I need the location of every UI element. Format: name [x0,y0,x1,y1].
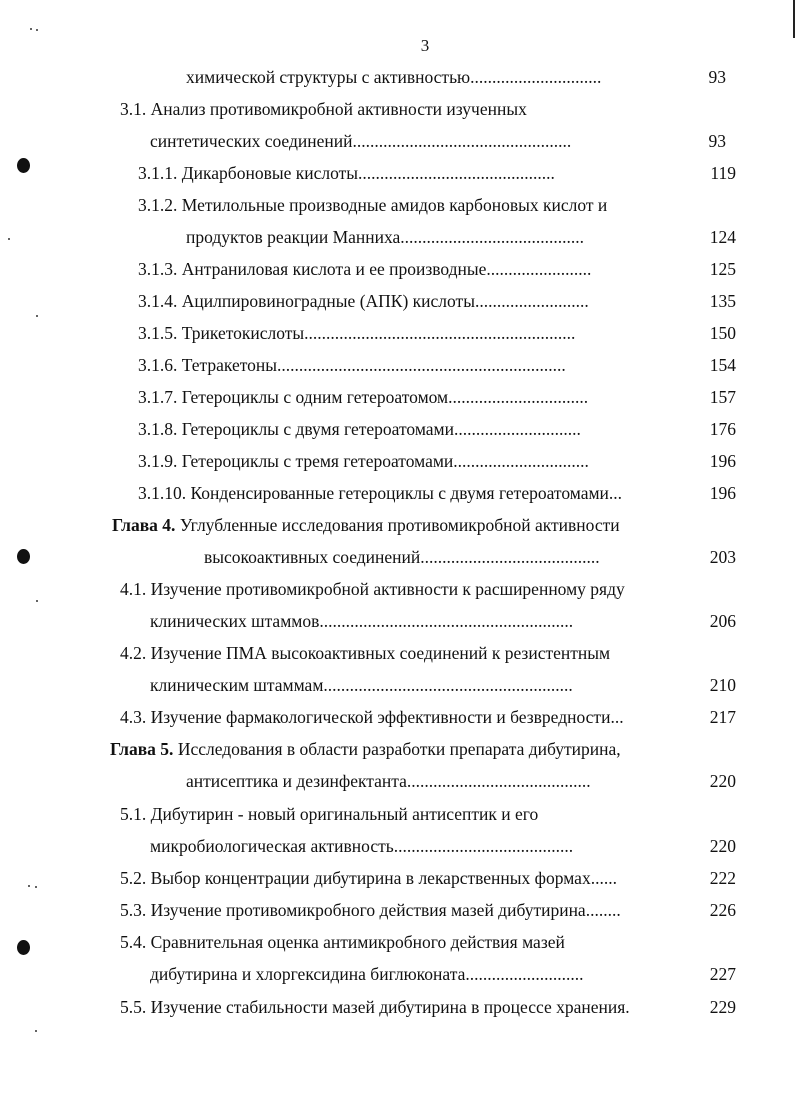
toc-entry-text: 4.1. Изучение противомикробной активности к расширенному ряду [120,579,625,599]
toc-entry-page: 125 [709,259,736,279]
toc-entry-text: 3.1.10. Конденсированные гетероциклы с двумя гетероатомами... [138,483,623,503]
toc-entry-text: клиническим штаммам......................................................... [150,675,573,695]
toc-entry-page: 217 [709,707,736,727]
toc-entry-text: 4.2. Изучение ПМА высокоактивных соединений к резистентным [120,643,611,663]
toc-entry-page: 227 [709,964,736,984]
toc-entry-page: 196 [709,483,736,503]
toc-entry [0,257,798,281]
toc-entry-text: химической структуры с активностью.............................. [186,67,602,87]
toc-entry [0,129,798,153]
toc-entry-text: 3.1.3. Антраниловая кислота и ее производные........................ [138,259,592,279]
toc-entry [0,481,798,505]
toc-entry-text: 3.1.9. Гетероциклы с тремя гетероатомами............................... [138,451,589,471]
toc-entry [0,417,798,441]
toc-entry-page: 150 [709,323,736,343]
toc-entry [0,225,798,249]
toc-entry-page: 93 [708,131,726,151]
toc-entry-page: 196 [709,451,736,471]
toc-entry [0,577,798,601]
toc-entry-text: клинических штаммов.......................................................... [150,611,574,631]
toc-entry-text: высокоактивных соединений......................................... [204,547,600,567]
scan-speck [36,315,38,317]
toc-entry [0,641,798,665]
toc-entry-text: 4.3. Изучение фармакологической эффективности и безвредности... [120,707,624,727]
toc-entry-text: 3.1.8. Гетероциклы с двумя гетероатомами............................. [138,419,581,439]
toc-chapter-heading [0,737,798,761]
toc-entry-page: 154 [709,355,736,375]
toc-entry-text: 3.1.5. Трикетокислоты.............................................................. [138,323,576,343]
toc-entry [0,705,798,729]
toc-entry-text: продуктов реакции Манниха.......................................... [186,227,585,247]
toc-entry-text [112,513,620,537]
toc-entry [0,609,798,633]
toc-entry-text: 5.2. Выбор концентрации дибутирина в лекарственных формах...... [120,868,617,888]
toc-entry-text: 3.1.7. Гетероциклы с одним гетероатомом................................ [138,387,589,407]
toc-entry-page: 220 [709,771,736,791]
toc-entry [0,866,798,890]
toc-entry [0,385,798,409]
toc-entry-page: 226 [709,900,736,920]
chapter-title: Углубленные исследования противомикробной активности [175,515,620,535]
toc-entry-text: синтетических соединений.................................................. [150,131,572,151]
page-edge-rule [793,0,795,38]
toc-entry-page: 220 [709,836,736,856]
toc-entry [0,834,798,858]
toc-entry-text: 5.5. Изучение стабильности мазей дибутирина в процессе хранения. [120,997,630,1017]
toc-entry-text [110,737,621,761]
scan-speck [35,1030,37,1032]
toc-entry [0,545,798,569]
toc-entry-text: микробиологическая активность......................................... [150,836,574,856]
toc-entry-text: 3.1. Анализ противомикробной активности изученных [120,99,527,119]
toc-entry-page: 203 [709,547,736,567]
toc-entry [0,321,798,345]
toc-entry-page: 157 [709,387,736,407]
toc-entry [0,995,798,1019]
scan-speck [36,29,38,31]
toc-entry-page: 135 [709,291,736,311]
toc-entry-text: 3.1.2. Метилольные производные амидов карбоновых кислот и [138,195,608,215]
toc-entry [0,449,798,473]
toc-entry [0,962,798,986]
toc-entry [0,193,798,217]
toc-entry-text: 5.1. Дибутирин - новый оригинальный антисептик и его [120,804,539,824]
toc-chapter-heading [0,513,798,537]
toc-entry-text: 5.3. Изучение противомикробного действия мазей дибутирина........ [120,900,621,920]
toc-entry [0,161,798,185]
toc-entry-page: 210 [709,675,736,695]
toc-entry [0,673,798,697]
toc-entry-page: 229 [709,997,736,1017]
toc-entry [0,930,798,954]
toc-entry [0,898,798,922]
toc-entry [0,97,798,121]
toc-entry [0,802,798,826]
toc-entry [0,289,798,313]
chapter-label: Глава 5. [110,739,174,759]
toc-entry-page: 124 [709,227,736,247]
chapter-title: Исследования в области разработки препарата дибутирина, [173,739,621,759]
toc-entry-text: 3.1.6. Тетракетоны.................................................................. [138,355,566,375]
toc-entry-page: 119 [710,163,736,183]
scan-speck [30,28,32,30]
toc-entry-page: 206 [709,611,736,631]
toc-entry-text: 5.4. Сравнительная оценка антимикробного действия мазей [120,932,565,952]
toc-entry [0,769,798,793]
toc-entry-text: 3.1.4. Ацилпировиноградные (АПК) кислоты.......................... [138,291,589,311]
toc-entry-text: 3.1.1. Дикарбоновые кислоты............................................. [138,163,555,183]
toc-entry-page: 93 [708,67,726,87]
toc-entry [0,353,798,377]
page-number: 3 [420,36,430,55]
toc-entry-page: 222 [709,868,736,888]
toc-entry-text: дибутирина и хлоргексидина биглюконата........................... [150,964,584,984]
toc-entry [0,65,798,89]
chapter-label: Глава 4. [112,515,176,535]
toc-entry-text: антисептика и дезинфектанта.......................................... [186,771,591,791]
toc-entry-page: 176 [709,419,736,439]
